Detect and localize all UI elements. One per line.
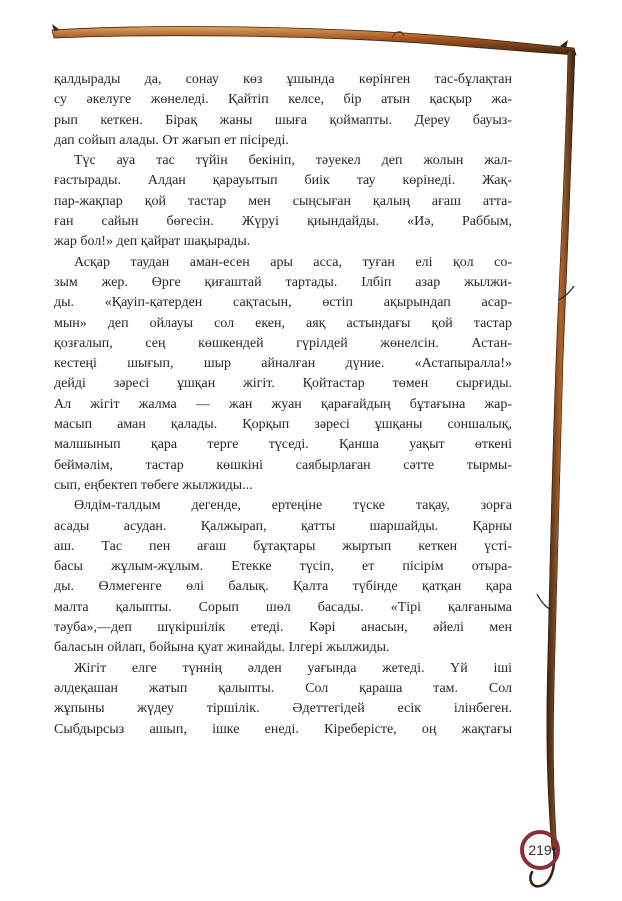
text-line: Ал жігіт жалма — жан жуан қарағайдың бұтағына жар- [54,396,512,412]
paragraph-3 [54,253,512,497]
text-line: пар-жақпар қой тастар мен сыңсыған қалың ағаш атта- [54,193,512,209]
text-line: асады асудан. Қалжырап, қатты шаршайды. Қарны [54,518,512,534]
text-line: әлдеқашан жатып қалыпты. Сол қараша там. Сол [54,680,512,696]
text-line: малта қалыпты. Сорып шөл басады. «Тірі қалғаныма [54,599,512,615]
text-line: Жігіт елге түннің әлден уағында жетеді. Үй іші [74,660,512,676]
paragraph-4 [54,496,512,658]
text-line: тәуба»,—деп шүкіршілік етеді. Кәрі анасын, әйелі мен [54,620,512,636]
body-text [54,70,512,740]
text-line: сып, еңбектеп төбеге жылжиды... [54,477,253,493]
text-line: баласын ойлап, бойына қуат жинайды. Ілгері жылжиды. [54,640,390,656]
text-line: жұпыны жүдеу тіршілік. Әдеттегідей есік ілінбеген. [54,701,512,717]
text-line: дап сойып алады. От жағып ет пісіреді. [54,132,289,148]
text-line: Түс ауа тас түйін бекініп, тәуекел деп жолын жал- [74,153,512,169]
page-number: 219 [528,842,552,858]
paragraph-2 [54,151,512,252]
text-line: Сыбдырсыз ашып, ішке енеді. Кіреберісте, оң жақтағы [54,721,512,737]
text-line: жар бол!» деп қайрат шақырады. [54,234,251,250]
paragraph-5 [54,659,512,740]
text-line: қалдырады да, сонау көз ұшында көрінген тас-бұлақтан [54,72,512,87]
text-line: ды. «Қауіп-қатерден сақтасын, өстіп ақырындап асар- [54,295,512,311]
text-line: рып кеткен. Бірақ жаны шыға қоймапты. Дереу бауыз- [54,112,512,128]
text-line: қозғалып, сең көшкендей гүрілдей жөнелсін. Астан- [54,335,512,351]
text-line: ды. Өлмегенге өлі балық. Қалта түбінде қатқан қара [54,579,512,595]
text-line: Асқар таудан аман-есен ары асса, туған елі қол со- [74,254,512,270]
text-line: беймәлім, тастар көшкіні саябырлаған сәтте тырмы- [54,457,512,473]
text-line: ған сайын бөгесін. Жүруі қиындайды. «Иә, Раббым, [54,214,512,230]
text-line: басы жұлым-жұлым. Етекке түсіп, ет пісірім отыра- [54,559,512,575]
paragraph-1 [54,70,512,151]
text-line: ғастырады. Алдан қарауытып биік тау көрінеді. Жақ- [54,173,512,189]
top-stick [52,27,576,55]
right-stick [547,50,575,850]
text-line: су әкелуге жөнеледі. Қайтіп келсе, бір атын қасқыр жа- [54,92,512,108]
text-line: кестеңі шығып, шыр айналған дүние. «Астапыралла!» [54,356,512,372]
text-line: Өлдім-талдым дегенде, ертеңіне түске тақау, зорға [74,498,512,514]
text-line: малшынып қара терге түседі. Қанша уақыт өткені [54,437,512,453]
text-line: мын» деп ойлауы сол екен, аяқ астындағы қой тастар [54,315,512,331]
text-line: аш. Тас пен ағаш бұтақтары жыртып кеткен үсті- [54,538,512,554]
text-line: дейді зәресі ұшқан жігіт. Қойтастар төмен сырғиды. [54,376,512,392]
text-line: зым жер. Өрге қиғаштай тартады. Ілбіп азар жылжи- [54,274,512,290]
text-line: масып аман қалады. Қорқып зәресі ұшқаны соншалық, [54,417,512,433]
